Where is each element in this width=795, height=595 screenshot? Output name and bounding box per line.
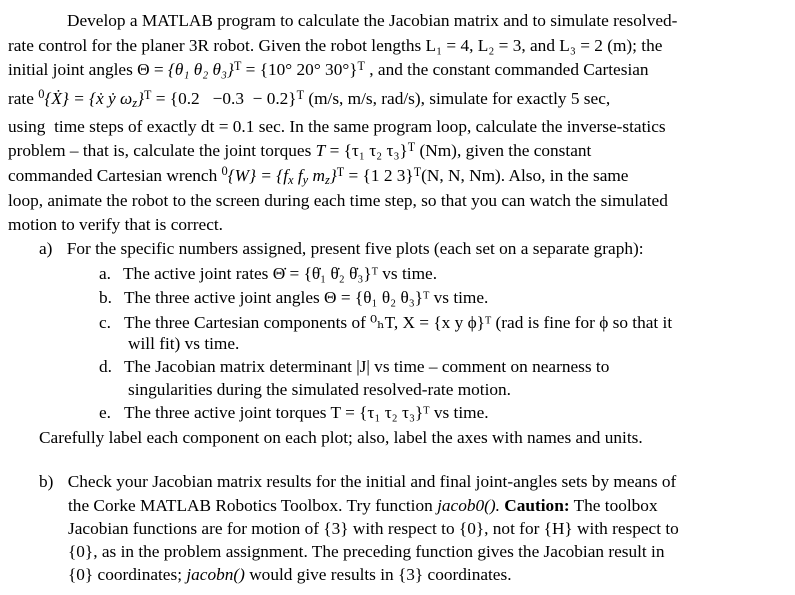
intro-line-2: rate control for the planer 3R robot. Given the robot lengths L₁ = 4, L₂ = 3, and L₃ = 2 (m); the	[8, 36, 663, 55]
intro-line-8: loop, animate the robot to the screen during each time step, so that you can watch the simulated	[8, 191, 668, 210]
part-a-item-b: b. The three active joint angles Θ = {θ₁ θ₂ θ₃}ᵀ vs time.	[99, 288, 489, 307]
part-a-item-c-cont: will fit) vs time.	[128, 334, 240, 353]
intro-line-9: motion to verify that is correct.	[8, 215, 223, 234]
part-a-item-c: c. The three Cartesian components of ⁰ₕT, X = {x y ϕ}ᵀ (rad is fine for ϕ so that it	[99, 313, 673, 332]
part-a-text: For the specific numbers assigned, present five plots (each set on a separate graph):	[66, 239, 644, 258]
part-a-label: a)	[39, 239, 53, 258]
part-b-line-5: {0} coordinates; jacobn() would give results in {3} coordinates.	[68, 565, 512, 584]
part-b-line-3: Jacobian functions are for motion of {3} with respect to {0}, not for {H} with respect to	[68, 519, 679, 538]
part-a-item-d-cont: singularities during the simulated resolved-rate motion.	[128, 380, 511, 399]
part-a-footer: Carefully label each component on each plot; also, label the axes with names and units.	[39, 428, 643, 447]
intro-line-1: Develop a MATLAB program to calculate the Jacobian matrix and to simulate resolved-	[67, 11, 678, 30]
intro-line-6: problem – that is, calculate the joint torques T = {τ₁ τ₂ τ₃}$^T$ (Nm), given the constant	[8, 139, 592, 160]
intro-line-5: using time steps of exactly dt = 0.1 sec. In the same program loop, calculate the inverse-statics	[8, 117, 666, 136]
part-b-label: b)	[39, 472, 54, 491]
part-b-line-2: the Corke MATLAB Robotics Toolbox. Try function jacob0(). Caution: The toolbox	[68, 496, 658, 515]
part-a-item-d: d. The Jacobian matrix determinant |J| vs time – comment on nearness to	[99, 357, 610, 376]
intro-line-7: commanded Cartesian wrench $^0${W} = {fx fy mz}$^T$ = {1 2 3}$^T$(N, N, Nm). Also, in the same	[8, 163, 629, 188]
part-a-item-e: e. The three active joint torques T = {τ₁ τ₂ τ₃}ᵀ vs time.	[99, 403, 489, 422]
part-a-heading	[39, 240, 644, 257]
part-b-line-1: b) Check your Jacobian matrix results for the initial and final joint-angles sets by means of	[39, 472, 677, 491]
part-a-item-a: a. The active joint rates Θ̇ = {θ̇₁ θ̇₂ θ̇₃}ᵀ vs time.	[99, 264, 438, 283]
intro-line-3: initial joint angles Θ = {θ₁ θ₂ θ₃}$^T$ = {10° 20° 30°}$^T$ , and the constant commanded Cartesian	[8, 58, 649, 79]
intro-line-4: rate $^0${Ẋ} = {ẋ ẏ $\omega z\}^T = \{0.2 -0.3 - 0.2\}^T$ (m/s, m/s, rad/s), simulate for exactly 5 sec,	[8, 86, 611, 111]
part-b-line-4: {0}, as in the problem assignment. The preceding function gives the Jacobian result in	[68, 542, 665, 561]
